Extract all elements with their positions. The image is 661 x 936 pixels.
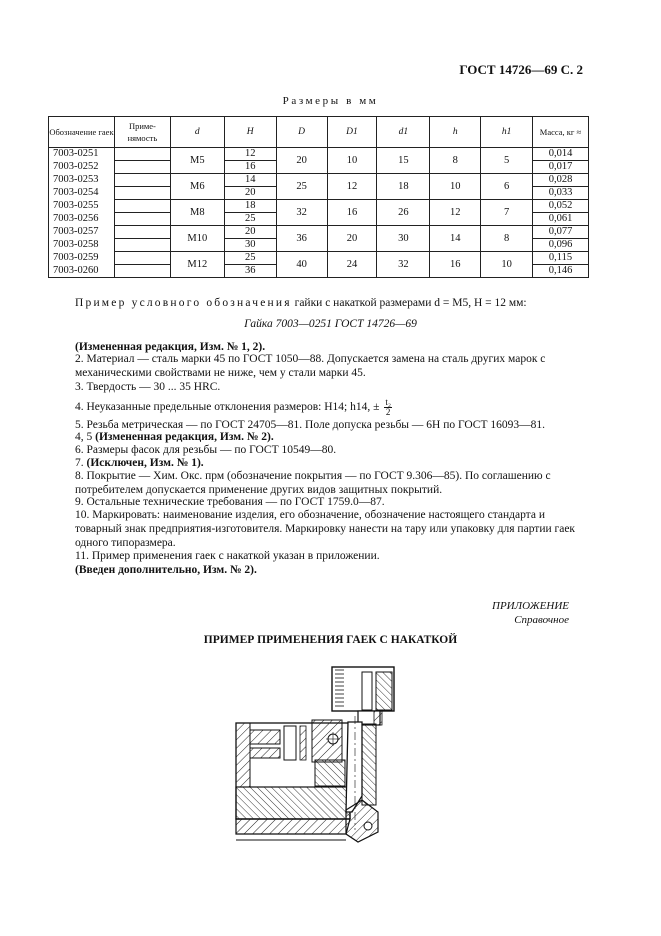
col-header-H: H bbox=[224, 117, 276, 148]
cell-H: 20 bbox=[224, 226, 276, 239]
example-designation: Гайка 7003—0251 ГОСТ 14726—69 bbox=[244, 318, 417, 330]
cell-D1: 16 bbox=[327, 200, 377, 226]
col-header-h1: h1 bbox=[481, 117, 533, 148]
cell-D1: 24 bbox=[327, 252, 377, 278]
revision-note-1: (Измененная редакция, Изм. № 1, 2). bbox=[75, 341, 266, 353]
cell-mass: 0,146 bbox=[533, 265, 589, 278]
cell-D1: 12 bbox=[327, 174, 377, 200]
cell-code: 7003-0258 bbox=[49, 239, 115, 252]
example-text: гайки с накаткой размерами d = M5, H = 12 мм: bbox=[294, 297, 527, 309]
cell-code: 7003-0255 bbox=[49, 200, 115, 213]
cell-H: 14 bbox=[224, 174, 276, 187]
cell-d: M10 bbox=[170, 226, 224, 252]
col-header-D1: D1 bbox=[327, 117, 377, 148]
cell-H: 25 bbox=[224, 213, 276, 226]
cell-h1: 8 bbox=[481, 226, 533, 252]
col-header-designation: Обозначение гаек bbox=[49, 117, 115, 148]
cell-D1: 20 bbox=[327, 226, 377, 252]
cell-mass: 0,014 bbox=[533, 148, 589, 161]
item-4-text: 4. Неуказанные предельные отклонения размеров: H14; h14, ± bbox=[75, 401, 380, 414]
cell-H: 25 bbox=[224, 252, 276, 265]
cell-D1: 10 bbox=[327, 148, 377, 174]
item-7-text: (Исключен, Изм. № 1). bbox=[86, 457, 204, 469]
cell-D: 20 bbox=[276, 148, 327, 174]
col-header-mass: Масса, кг ≈ bbox=[533, 117, 589, 148]
cell-code: 7003-0256 bbox=[49, 213, 115, 226]
cell-code: 7003-0251 bbox=[49, 148, 115, 161]
col-header-applicability: Приме- нямость bbox=[114, 117, 170, 148]
cell-H: 30 bbox=[224, 239, 276, 252]
cell-d1: 18 bbox=[377, 174, 430, 200]
knurled-nut bbox=[332, 667, 394, 725]
table-caption: Размеры в мм bbox=[282, 95, 379, 107]
cell-d1: 15 bbox=[377, 148, 430, 174]
revision-note-45-prefix: 4, 5 bbox=[75, 431, 93, 443]
col-header-d1: d1 bbox=[377, 117, 430, 148]
example-prefix: Пример условного обозначения bbox=[75, 297, 292, 309]
introduced-note: (Введен дополнительно, Изм. № 2). bbox=[75, 564, 257, 576]
cell-D: 32 bbox=[276, 200, 327, 226]
cell-d: M5 bbox=[170, 148, 224, 174]
col-header-d: d bbox=[170, 117, 224, 148]
cell-d: M8 bbox=[170, 200, 224, 226]
cell-code: 7003-0252 bbox=[49, 161, 115, 174]
cell-mass: 0,033 bbox=[533, 187, 589, 200]
cell-code: 7003-0254 bbox=[49, 187, 115, 200]
cell-mass: 0,077 bbox=[533, 226, 589, 239]
cell-h1: 7 bbox=[481, 200, 533, 226]
item-9: 9. Остальные технические требования — по ГОСТ 1759.0—87. bbox=[75, 496, 385, 508]
cell-D: 25 bbox=[276, 174, 327, 200]
fraction-numerator: t₂ bbox=[385, 397, 391, 407]
cell-d1: 26 bbox=[377, 200, 430, 226]
cell-code: 7003-0259 bbox=[49, 252, 115, 265]
cell-H: 36 bbox=[224, 265, 276, 278]
appendix-title-label: ПРИЛОЖЕНИЕ bbox=[492, 600, 569, 612]
cell-H: 16 bbox=[224, 161, 276, 174]
cell-code: 7003-0260 bbox=[49, 265, 115, 278]
cell-H: 20 bbox=[224, 187, 276, 200]
item-2: 2. Материал — сталь марки 45 по ГОСТ 1050—88. Допускается замена на сталь других марок с механическими свойствами не ниже, чем у стали марки 45. bbox=[75, 353, 546, 379]
cell-mass: 0,052 bbox=[533, 200, 589, 213]
cell-H: 18 bbox=[224, 200, 276, 213]
cell-h: 16 bbox=[430, 252, 481, 278]
revision-note-45-text: (Измененная редакция, Изм. № 2). bbox=[95, 431, 274, 443]
cell-mass: 0,096 bbox=[533, 239, 589, 252]
cell-d: M12 bbox=[170, 252, 224, 278]
cell-h: 10 bbox=[430, 174, 481, 200]
fixture-body bbox=[236, 720, 350, 819]
item-5: 5. Резьба метрическая — по ГОСТ 24705—81. Поле допуска резьбы — 6H по ГОСТ 16093—81. bbox=[75, 419, 545, 431]
item-7-prefix: 7. bbox=[75, 457, 84, 469]
cell-h: 12 bbox=[430, 200, 481, 226]
cell-h: 8 bbox=[430, 148, 481, 174]
cell-D: 36 bbox=[276, 226, 327, 252]
cell-d: M6 bbox=[170, 174, 224, 200]
cell-h1: 5 bbox=[481, 148, 533, 174]
cell-mass: 0,115 bbox=[533, 252, 589, 265]
cell-mass: 0,061 bbox=[533, 213, 589, 226]
cell-D: 40 bbox=[276, 252, 327, 278]
item-10: 10. Маркировать: наименование изделия, его обозначение, обозначение настоящего стандарта и товарный знак предприятия-изготовителя. Маркировку нанести на тару или упаковку для партии гаек одного типоразмера. bbox=[75, 509, 576, 549]
cell-mass: 0,017 bbox=[533, 161, 589, 174]
cell-code: 7003-0253 bbox=[49, 174, 115, 187]
item-3: 3. Твердость — 30 ... 35 HRC. bbox=[75, 381, 221, 393]
col-header-D: D bbox=[276, 117, 327, 148]
item-6: 6. Размеры фасок для резьбы — по ГОСТ 10549—80. bbox=[75, 444, 337, 456]
item-11: 11. Пример применения гаек с накаткой указан в приложении. bbox=[75, 550, 380, 562]
item-8: 8. Покрытие — Хим. Окс. прм (обозначение покрытия — по ГОСТ 9.306—85). По соглашению с потребителем допускается применение других видов защитных покрытий. bbox=[75, 470, 551, 496]
cell-h1: 10 bbox=[481, 252, 533, 278]
fraction-denominator: 2 bbox=[385, 407, 391, 417]
cell-mass: 0,028 bbox=[533, 174, 589, 187]
base-plate bbox=[236, 819, 350, 840]
appendix-heading: ПРИМЕР ПРИМЕНЕНИЯ ГАЕК С НАКАТКОЙ bbox=[203, 634, 458, 646]
clamp-lever bbox=[346, 716, 378, 842]
page-header: ГОСТ 14726—69 С. 2 bbox=[459, 62, 583, 77]
cell-H: 12 bbox=[224, 148, 276, 161]
cell-code: 7003-0257 bbox=[49, 226, 115, 239]
col-header-h: h bbox=[430, 117, 481, 148]
cell-h1: 6 bbox=[481, 174, 533, 200]
cell-d1: 32 bbox=[377, 252, 430, 278]
appendix-reference-label: Справочное bbox=[514, 614, 569, 626]
cell-h: 14 bbox=[430, 226, 481, 252]
cell-d1: 30 bbox=[377, 226, 430, 252]
